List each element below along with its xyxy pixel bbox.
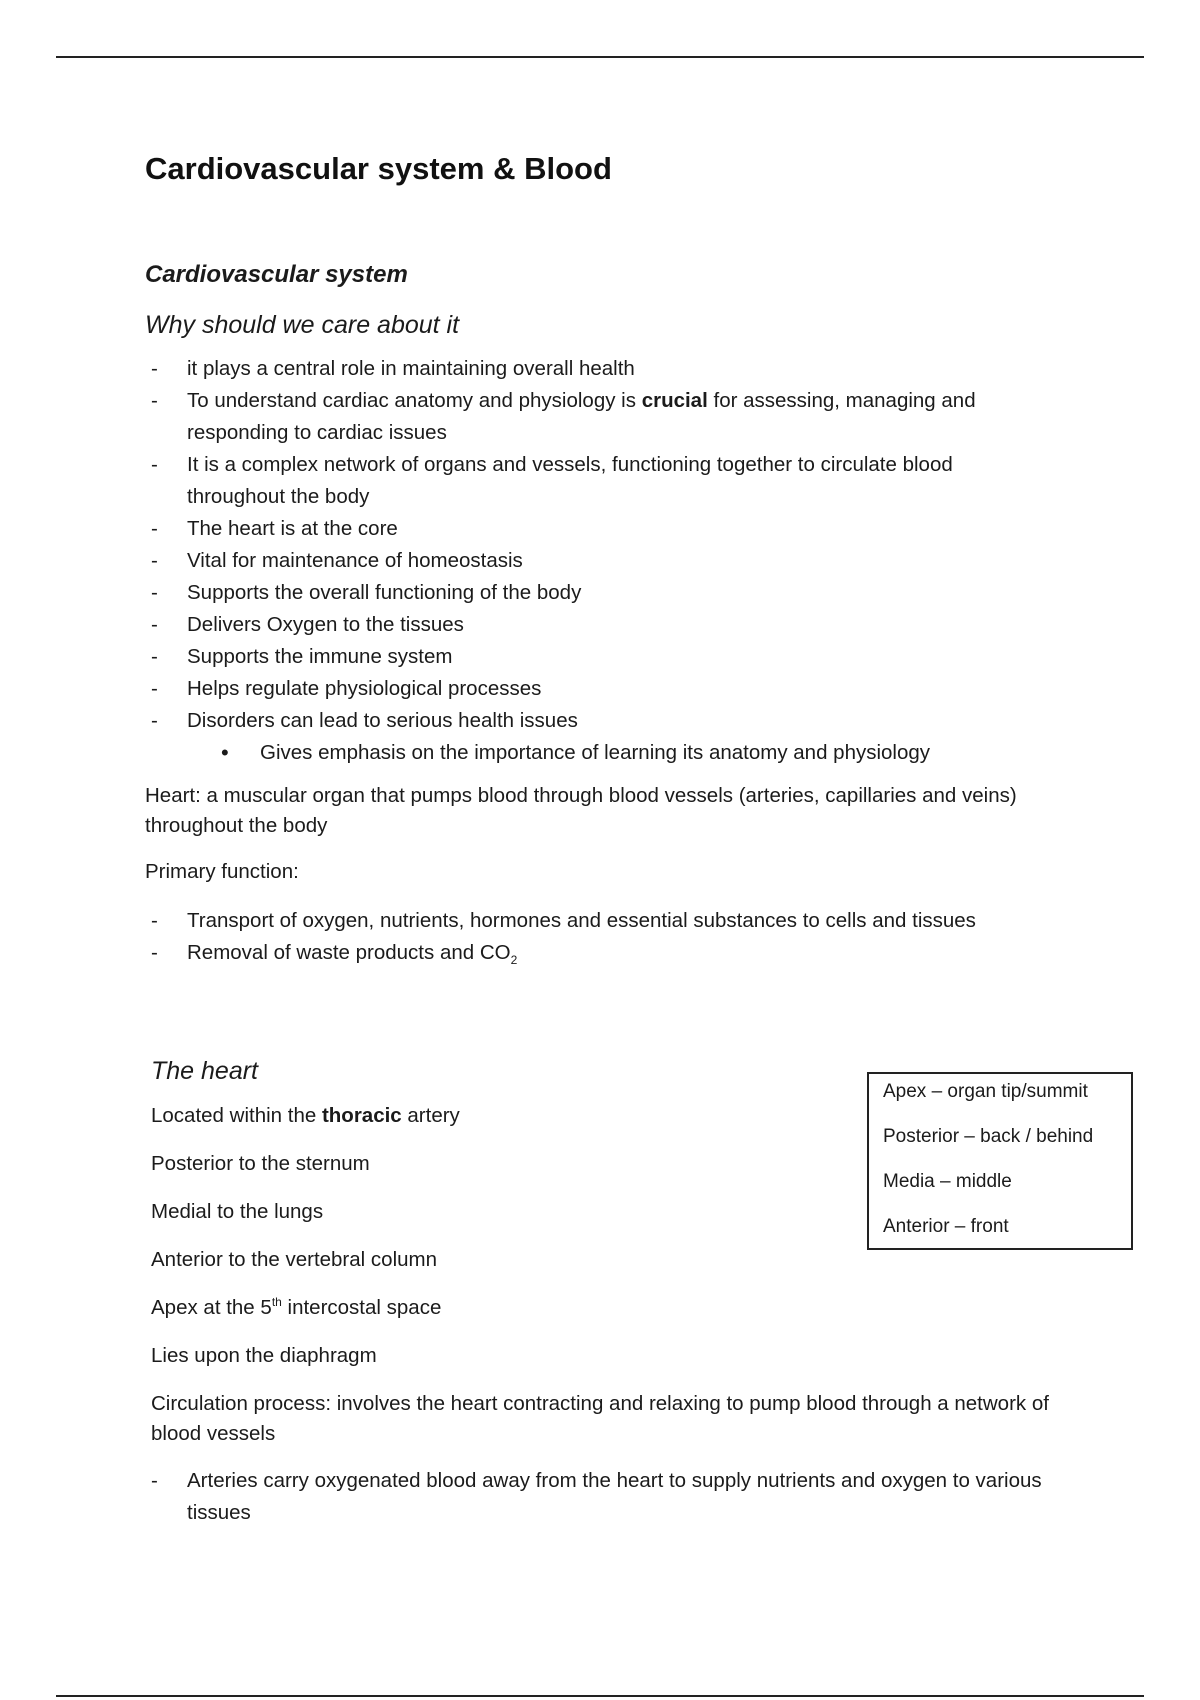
list-item: • Gives emphasis on the importance of learning its anatomy and physiology xyxy=(145,737,1045,769)
list-item: - Delivers Oxygen to the tissues xyxy=(145,609,1045,641)
location-line: Anterior to the vertebral column xyxy=(151,1248,437,1271)
location-line: Lies upon the diaphragm xyxy=(151,1344,377,1367)
primary-function-label: Primary function: xyxy=(145,860,299,883)
list-item: - To understand cardiac anatomy and physiology is crucial for assessing, managing and responding to cardiac issues xyxy=(145,385,1045,449)
location-line: Apex at the 5th intercostal space xyxy=(151,1295,442,1319)
glossary-box xyxy=(867,1072,1133,1250)
list-item: - Vital for maintenance of homeostasis xyxy=(145,545,1045,577)
primary-function-list xyxy=(145,905,1045,969)
emphasis-text: crucial xyxy=(641,389,708,412)
list-item: - Transport of oxygen, nutrients, hormones and essential substances to cells and tissues xyxy=(145,905,1045,937)
location-line: Located within the thoracic artery xyxy=(151,1104,460,1127)
list-item: - it plays a central role in maintaining overall health xyxy=(145,353,1045,385)
list-item: - Supports the overall functioning of the body xyxy=(145,577,1045,609)
list-item: - Removal of waste products and $CO_2$ xyxy=(145,937,1045,969)
heart-heading: The heart xyxy=(151,1057,259,1085)
glossary-item: Apex – organ tip/summit xyxy=(883,1081,1088,1102)
list-item: - Disorders can lead to serious health issues xyxy=(145,705,1045,737)
list-item: - Supports the immune system xyxy=(145,641,1045,673)
glossary-item: Anterior – front xyxy=(883,1216,1009,1237)
glossary-item: Posterior – back / behind xyxy=(883,1126,1094,1147)
circulation-list xyxy=(145,1465,1051,1529)
document-title: Cardiovascular system & Blood xyxy=(145,151,612,186)
heart-definition: Heart: a muscular organ that pumps blood through blood vessels (arteries, capillaries and veins) throughout the body xyxy=(145,784,1017,837)
why-heading: Why should we care about it xyxy=(145,311,460,339)
why-sublist xyxy=(145,737,1045,769)
location-line: Posterior to the sternum xyxy=(151,1152,370,1175)
footer-rule xyxy=(56,1695,1144,1697)
why-list xyxy=(145,353,1045,737)
section-heading: Cardiovascular system xyxy=(145,261,408,288)
location-line: Medial to the lungs xyxy=(151,1200,324,1223)
glossary-item: Media – middle xyxy=(883,1171,1012,1192)
list-item: - Arteries carry oxygenated blood away from the heart to supply nutrients and oxygen to various tissues xyxy=(145,1465,1051,1529)
header-rule xyxy=(56,56,1144,58)
list-item: - The heart is at the core xyxy=(145,513,1045,545)
list-item: - Helps regulate physiological processes xyxy=(145,673,1045,705)
list-item: - It is a complex network of organs and vessels, functioning together to circulate blood throughout the body xyxy=(145,449,1045,513)
circulation-text: Circulation process: involves the heart contracting and relaxing to pump blood through a network of blood vessels xyxy=(151,1392,1049,1445)
document-body xyxy=(145,145,1045,969)
